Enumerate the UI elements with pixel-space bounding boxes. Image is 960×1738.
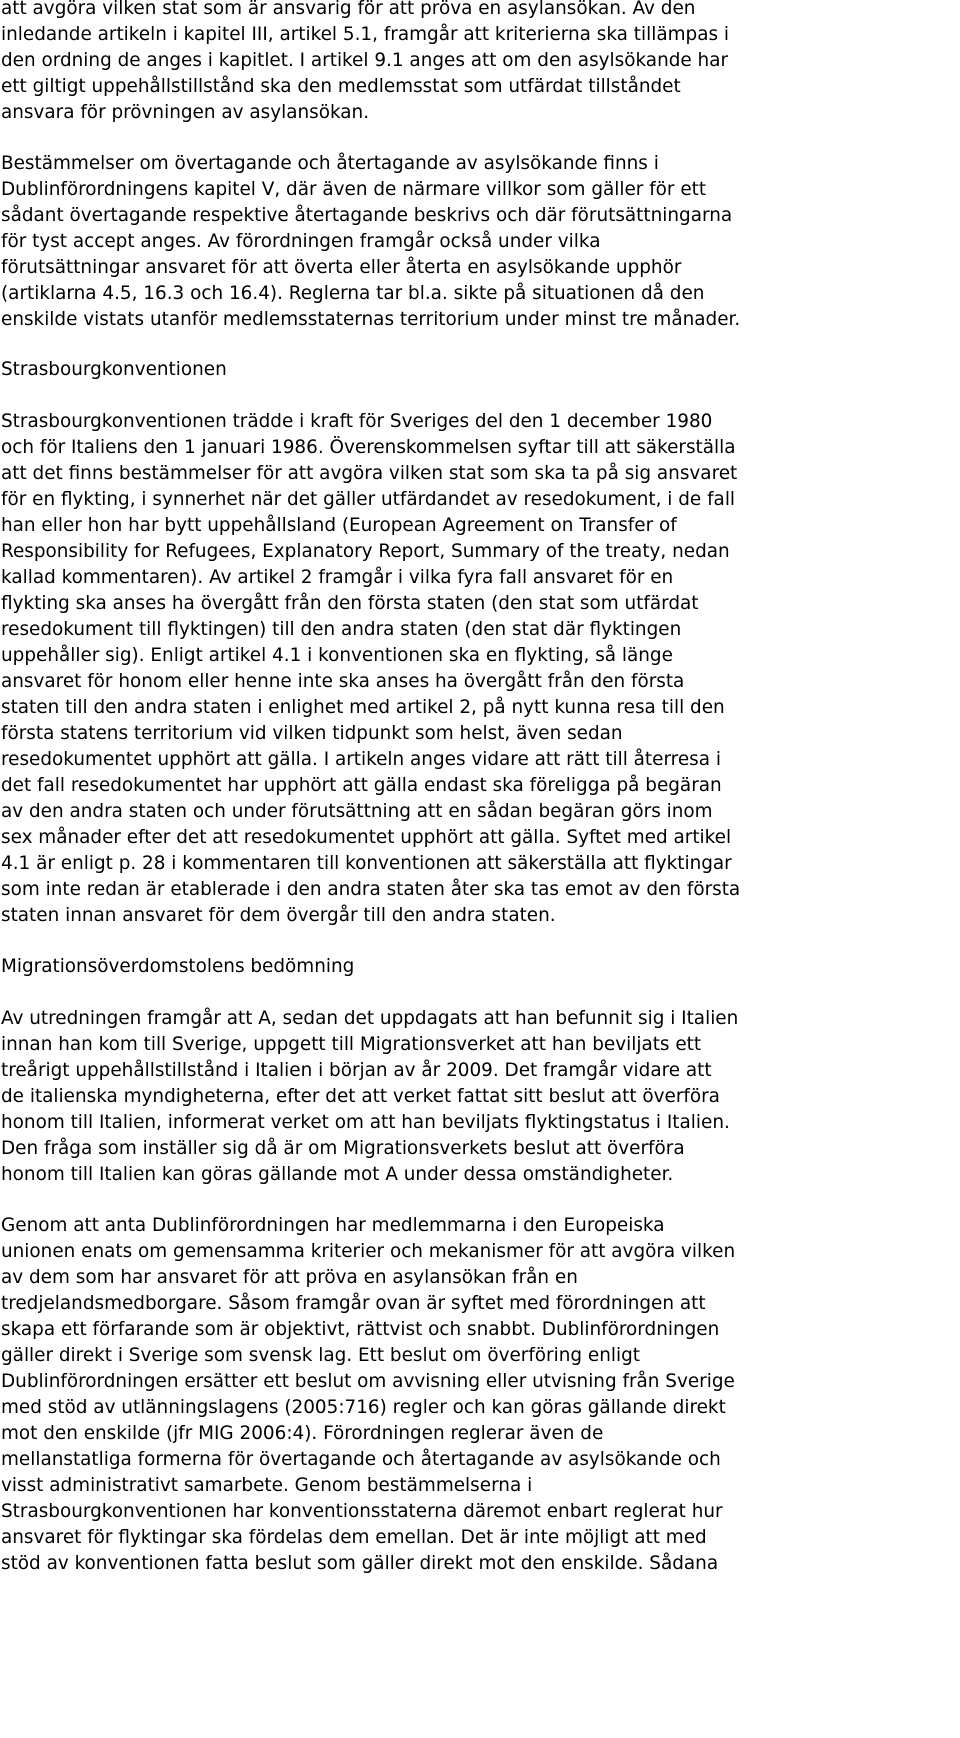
text-line: visst administrativt samarbete. Genom bestämmelserna i	[1, 1475, 533, 1496]
text-line: Genom att anta Dublinförordningen har medlemmarna i den Europeiska	[1, 1215, 665, 1236]
text-line: enskilde vistats utanför medlemsstaternas territorium under minst tre månader.	[1, 309, 741, 330]
text-line: att avgöra vilken stat som är ansvarig för att pröva en asylansökan. Av den	[1, 0, 696, 19]
text-line: av dem som har ansvaret för att pröva en asylansökan från en	[1, 1267, 578, 1288]
section-heading-strasbourg: Strasbourgkonventionen	[1, 359, 227, 380]
text-line: inledande artikeln i kapitel III, artikel 5.1, framgår att kriterierna ska tillämpas i	[1, 24, 730, 45]
text-line: ansvaret för flyktingar ska fördelas dem emellan. Det är inte möjligt att med	[1, 1527, 707, 1548]
text-line: av den andra staten och under förutsättning att en sådan begäran görs inom	[1, 801, 713, 822]
text-line: treårigt uppehållstillstånd i Italien i början av år 2009. Det framgår vidare att	[1, 1060, 712, 1081]
text-line: Strasbourgkonventionen har konventionsstaterna däremot enbart reglerat hur	[1, 1501, 723, 1522]
text-line: sex månader efter det att resedokumentet upphört att gälla. Syftet med artikel	[1, 827, 732, 848]
text-line: skapa ett förfarande som är objektivt, rättvist och snabbt. Dublinförordningen	[1, 1319, 720, 1340]
text-line: Responsibility for Refugees, Explanatory Report, Summary of the treaty, nedan	[1, 541, 730, 562]
text-line: sådant övertagande respektive återtagande beskrivs och där förutsättningarna	[1, 205, 733, 226]
text-line: stöd av konventionen fatta beslut som gäller direkt mot den enskilde. Sådana	[1, 1553, 719, 1574]
text-line: att det finns bestämmelser för att avgöra vilken stat som ska ta på sig ansvaret	[1, 463, 738, 484]
text-line: resedokument till flyktingen) till den andra staten (den stat där flyktingen	[1, 619, 682, 640]
text-line: honom till Italien kan göras gällande mot A under dessa omständigheter.	[1, 1164, 674, 1185]
text-line: uppehåller sig). Enligt artikel 4.1 i konventionen ska en flykting, så länge	[1, 645, 673, 666]
text-line: den ordning de anges i kapitlet. I artikel 9.1 anges att om den asylsökande har	[1, 50, 729, 71]
text-line: Strasbourgkonventionen trädde i kraft för Sveriges del den 1 december 1980	[1, 411, 713, 432]
text-line: Den fråga som inställer sig då är om Migrationsverkets beslut att överföra	[1, 1138, 685, 1159]
text-line: staten innan ansvaret för dem övergår till den andra staten.	[1, 905, 556, 926]
text-line: Bestämmelser om övertagande och återtagande av asylsökande finns i	[1, 153, 659, 174]
text-line: honom till Italien, informerat verket om att han beviljats flyktingstatus i Italien.	[1, 1112, 730, 1133]
text-line: Dublinförordningens kapitel V, där även de närmare villkor som gäller för ett	[1, 179, 707, 200]
text-line: Dublinförordningen ersätter ett beslut om avvisning eller utvisning från Sverige	[1, 1371, 735, 1392]
text-line: för tyst accept anges. Av förordningen framgår också under vilka	[1, 231, 601, 252]
text-line: förutsättningar ansvaret för att överta eller återta en asylsökande upphör	[1, 257, 682, 278]
text-line: staten till den andra staten i enlighet med artikel 2, på nytt kunna resa till den	[1, 697, 725, 718]
text-line: mellanstatliga formerna för övertagande och återtagande av asylsökande och	[1, 1449, 721, 1470]
text-line: han eller hon har bytt uppehållsland (European Agreement on Transfer of	[1, 515, 677, 536]
text-line: ett giltigt uppehållstillstånd ska den medlemsstat som utfärdat tillståndet	[1, 76, 681, 97]
text-line: för en flykting, i synnerhet när det gäller utfärdandet av resedokument, i de fall	[1, 489, 736, 510]
text-line: gäller direkt i Sverige som svensk lag. Ett beslut om överföring enligt	[1, 1345, 640, 1366]
text-line: (artiklarna 4.5, 16.3 och 16.4). Reglerna tar bl.a. sikte på situationen då den	[1, 283, 705, 304]
text-line: första statens territorium vid vilken tidpunkt som helst, även sedan	[1, 723, 623, 744]
text-line: Av utredningen framgår att A, sedan det uppdagats att han befunnit sig i Italien	[1, 1008, 739, 1029]
text-line: mot den enskilde (jfr MIG 2006:4). Förordningen reglerar även de	[1, 1423, 604, 1444]
text-line: med stöd av utlänningslagens (2005:716) regler och kan göras gällande direkt	[1, 1397, 726, 1418]
text-line: det fall resedokumentet har upphört att gälla endast ska föreligga på begäran	[1, 775, 722, 796]
text-line: och för Italiens den 1 januari 1986. Överenskommelsen syftar till att säkerställa	[1, 437, 736, 458]
text-line: flykting ska anses ha övergått från den första staten (den stat som utfärdat	[1, 593, 699, 614]
text-line: som inte redan är etablerade i den andra staten åter ska tas emot av den första	[1, 879, 741, 900]
text-line: tredjelandsmedborgare. Såsom framgår ovan är syftet med förordningen att	[1, 1293, 706, 1314]
text-line: 4.1 är enligt p. 28 i kommentaren till konventionen att säkerställa att flyktingar	[1, 853, 732, 874]
text-line: ansvaret för honom eller henne inte ska anses ha övergått från den första	[1, 671, 685, 692]
text-line: innan han kom till Sverige, uppgett till Migrationsverket att han beviljats ett	[1, 1034, 702, 1055]
text-line: de italienska myndigheterna, efter det att verket fattat sitt beslut att överföra	[1, 1086, 720, 1107]
text-line: resedokumentet upphört att gälla. I artikeln anges vidare att rätt till återresa i	[1, 749, 721, 770]
text-line: kallad kommentaren). Av artikel 2 framgår i vilka fyra fall ansvaret för en	[1, 567, 674, 588]
text-line: unionen enats om gemensamma kriterier och mekanismer för att avgöra vilken	[1, 1241, 736, 1262]
section-heading-bedomning: Migrationsöverdomstolens bedömning	[1, 956, 355, 977]
text-line: ansvara för prövningen av asylansökan.	[1, 102, 370, 123]
